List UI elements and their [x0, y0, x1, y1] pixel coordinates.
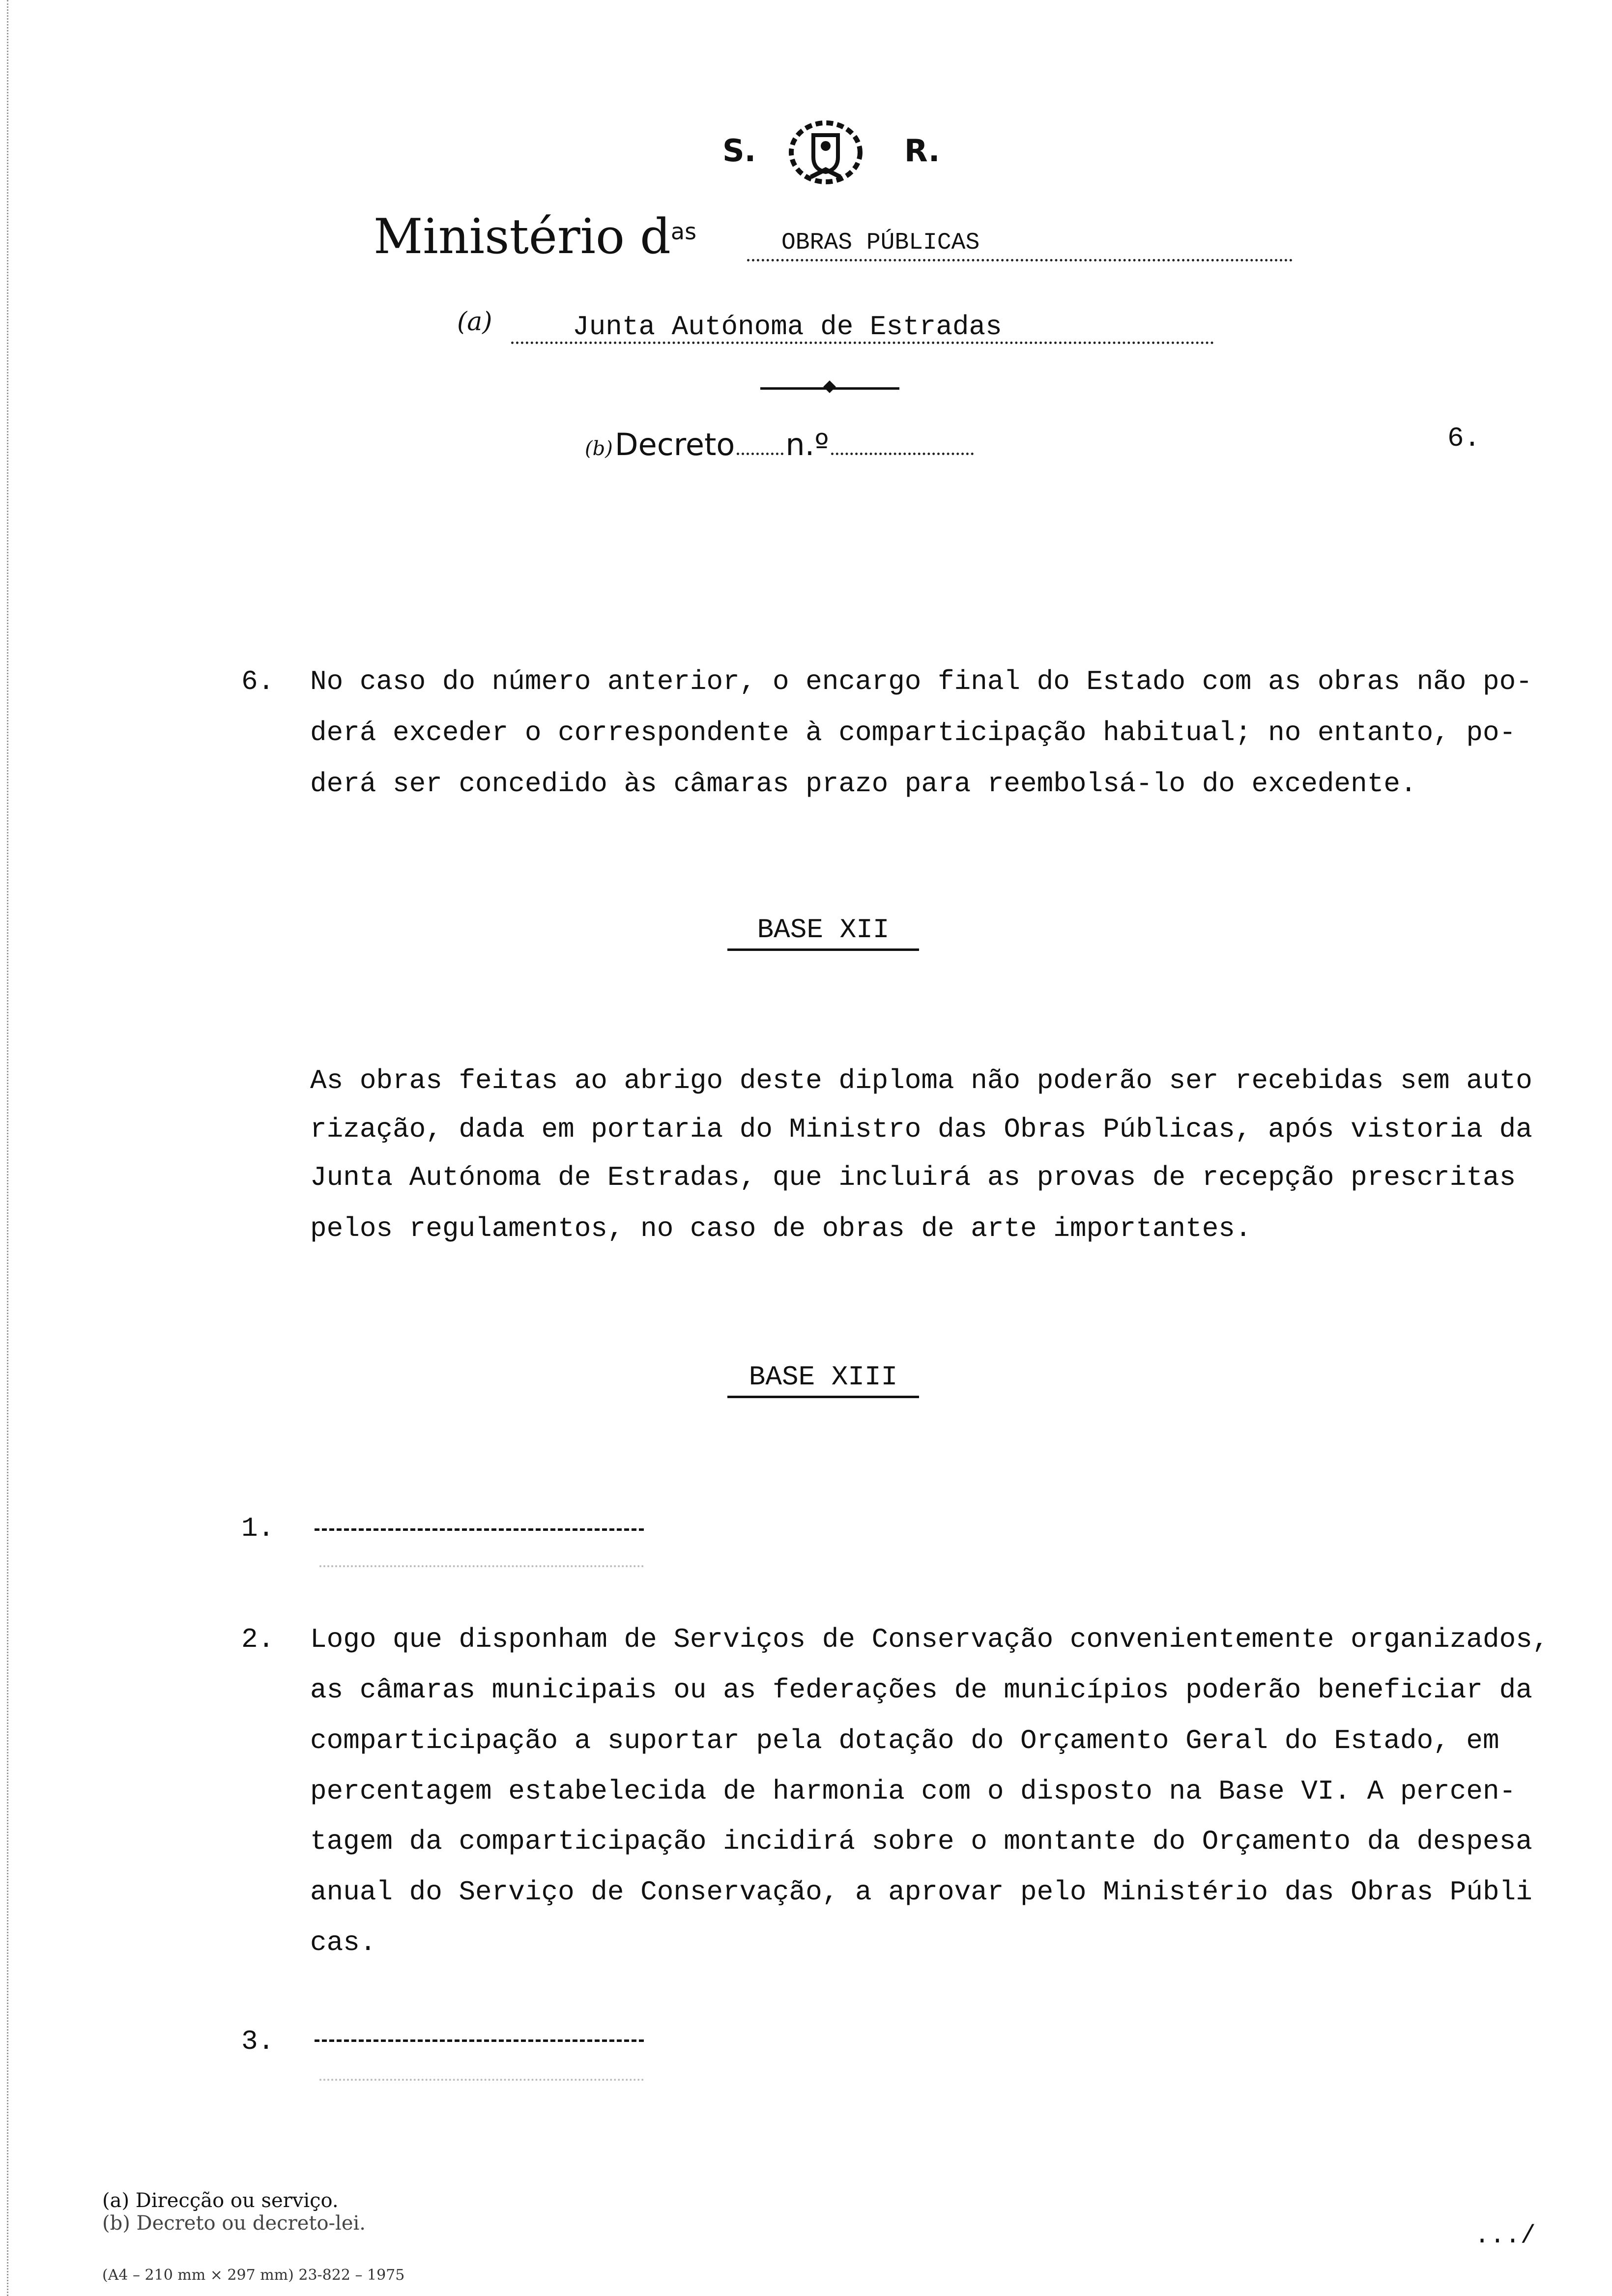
numero-fill — [831, 438, 974, 455]
a-marker: (a) — [457, 307, 492, 337]
direccao-name: Junta Autónoma de Estradas — [573, 311, 1002, 343]
text-line: tagem da comparticipação incidirá sobre o montante do Orçamento da despesa — [310, 1826, 1532, 1857]
decreto-line — [585, 427, 974, 462]
divider-ornament — [760, 387, 899, 390]
item-number: 1. — [241, 1513, 275, 1544]
s-label: S. — [722, 133, 756, 169]
continuation-mark: .../ — [1474, 2221, 1536, 2250]
text-line: No caso do número anterior, o encargo final do Estado com as obras não po- — [310, 666, 1532, 697]
ministerio-line — [374, 209, 1293, 265]
b-marker: (b) — [585, 437, 613, 460]
text-line: derá exceder o correspondente à comparticipação habitual; no entanto, po- — [310, 717, 1516, 748]
r-label: R. — [904, 133, 940, 169]
text-line: as câmaras municipais ou as federações de municípios poderão beneficiar da — [310, 1674, 1532, 1706]
paragraph-number: 6. — [241, 666, 275, 697]
footnotes — [102, 2189, 366, 2235]
text-line: anual do Serviço de Conservação, a aprovar pelo Ministério das Obras Públi — [310, 1876, 1532, 1908]
ministerio-prefix: Ministério d — [374, 209, 671, 265]
decreto-label: Decreto — [614, 427, 735, 462]
omitted-text-dots — [319, 2079, 644, 2081]
omitted-text-dots — [319, 1565, 644, 1567]
print-info: (A4 – 210 mm × 297 mm) 23-822 – 1975 — [102, 2267, 405, 2284]
text-line: rização, dada em portaria do Ministro das Obras Públicas, após vistoria da — [310, 1114, 1532, 1145]
section-heading: BASE XII — [727, 914, 919, 951]
decreto-fill — [737, 438, 783, 455]
item-number: 3. — [241, 2026, 275, 2057]
numero-label: n.º — [785, 427, 829, 462]
text-line: comparticipação a suportar pela dotação do Orçamento Geral do Estado, em — [310, 1725, 1499, 1756]
text-line: As obras feitas ao abrigo deste diploma não poderão ser recebidas sem auto — [310, 1065, 1532, 1096]
direccao-line — [457, 307, 1214, 343]
page-number: 6. — [1447, 423, 1481, 454]
text-line: cas. — [310, 1927, 376, 1958]
coat-of-arms-icon — [786, 115, 865, 192]
ministerio-name: OBRAS PÚBLICAS — [781, 230, 980, 256]
text-line: Junta Autónoma de Estradas, que incluirá as provas de recepção prescritas — [310, 1162, 1516, 1193]
text-line: derá ser concedido às câmaras prazo para reembolsá-lo do excedente. — [310, 768, 1417, 800]
text-line: Logo que disponham de Serviços de Conservação convenientemente organizados, — [310, 1624, 1549, 1655]
text-line: percentagem estabelecida de harmonia com o disposto na Base VI. A percen- — [310, 1776, 1516, 1807]
text-line: pelos regulamentos, no caso de obras de arte importantes. — [310, 1213, 1252, 1244]
ministerio-suffix: as — [670, 218, 697, 245]
scan-edge-marks — [7, 0, 8, 2296]
item-number: 2. — [241, 1624, 275, 1655]
footnote-a: (a) Direcção ou serviço. — [102, 2189, 339, 2212]
footnote-b: (b) Decreto ou decreto-lei. — [102, 2212, 366, 2235]
section-heading: BASE XIII — [727, 1361, 919, 1398]
omitted-text-dashes — [315, 1528, 644, 1531]
omitted-text-dashes — [315, 2039, 644, 2042]
